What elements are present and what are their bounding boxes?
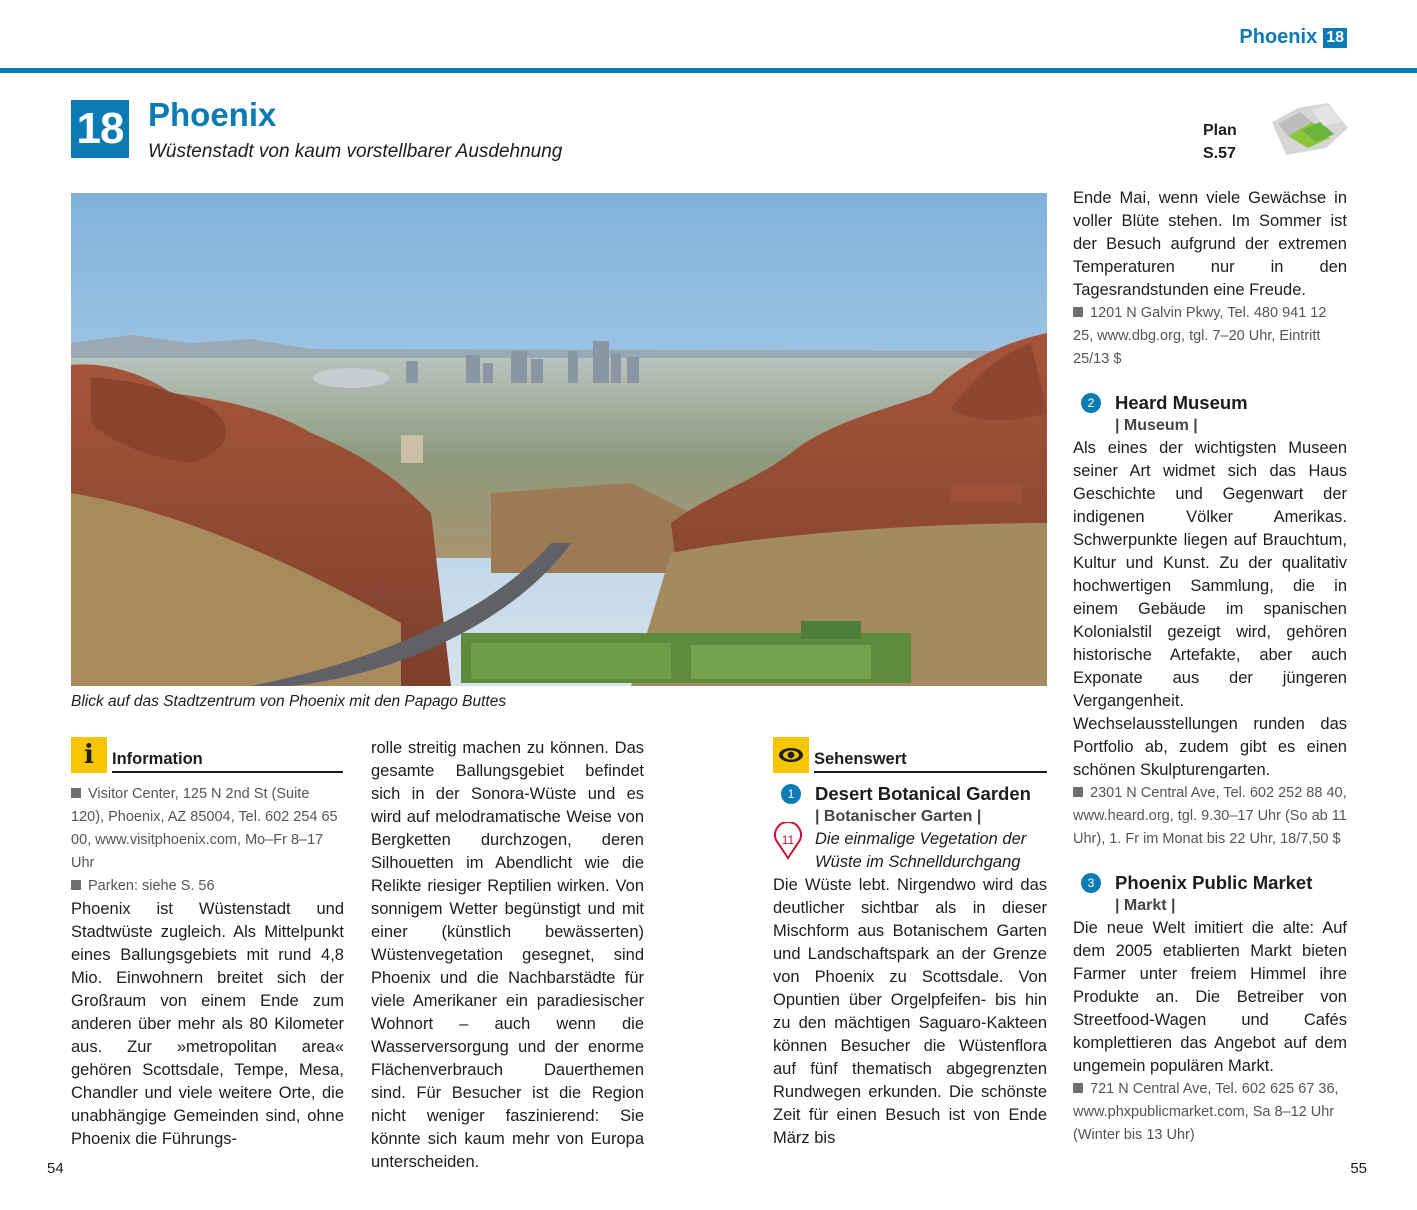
page-title: Phoenix — [148, 96, 277, 133]
body-paragraph: rolle streitig machen zu können. Das gesamte Ballungsgebiet befindet sich in der Sonora-Wüste und es wird auf melodramatische Weise von Bergketten durchzogen, deren Silhouetten im Abendlicht wie die Relikte riesiger Reptilien wirken. Von sonnigem Wetter begünstigt und mit einer (künstlich bewässerten) Wüstenvegetation gesegnet, sind Phoenix und die Nachbarstädte für viele Amerikaner ein paradiesischer Wohnort – auch wenn die Wasserversorgung und der enorme Flächenverbrauch Dauerthemen sind. Für Besucher ist die Region nicht weniger faszinierend: Sie könnte sich kaum mehr von Europa unterscheiden. — [371, 739, 644, 1171]
poi-details: 2301 N Central Ave, Tel. 602 252 88 40, www.heard.org, tgl. 9.30–17 Uhr (So ab 11 Uhr), 1. Fr im Monat bis 22 Uhr, 18/7,50 $ — [1073, 785, 1347, 847]
bullet-square-icon — [1073, 307, 1083, 317]
poi-number: 1 — [781, 784, 801, 804]
running-head — [1239, 26, 1347, 49]
page-number-left: 54 — [47, 1160, 64, 1177]
bullet-square-icon — [71, 788, 81, 798]
info-icon: i — [71, 737, 107, 773]
information-box — [71, 737, 343, 898]
poi-title: Phoenix Public Market — [1115, 872, 1313, 893]
plan-reference — [1203, 119, 1237, 165]
poi-1-continuation — [1073, 187, 1347, 302]
body-paragraph: Phoenix ist Wüstenstadt und Stadtwüste zugleich. Als Mittelpunkt eines Ballungsgebiets mit rund 4,8 Mio. Einwohnern breitet sich der Großraum von einem Ende zum anderen über mehr als 80 Kilometer aus. Zur »metropolitan area« gehören Scottsdale, Tempe, Mesa, Chandler und viele weitere Orte, die unabhängige Gemeinden sind, ohne Phoenix die Führungs- — [71, 900, 344, 1148]
tip-number: 11 — [781, 833, 795, 847]
parking-details: Parken: siehe S. 56 — [88, 878, 215, 894]
sehenswert-label: Sehenswert — [814, 750, 1047, 773]
body-column-2 — [371, 737, 644, 1174]
chapter-number: 18 — [71, 100, 129, 158]
poi-1 — [773, 782, 1047, 828]
poi-3 — [1073, 871, 1347, 917]
running-head-number: 18 — [1323, 28, 1347, 48]
poi-description: Die Wüste lebt. Nirgendwo wird das deutlicher sichtbar als in dieser Mischform aus Botanischem Garten und Landschaftspark an der Grenze von Phoenix zu Scottsdale. Von Opuntien über Orgelpfeifen- bis hin zu den mächtigen Saguaro-Kakteen können Besucher die Wüstenflora auf fünf thematisch abgegrenzten Rundwegen erkunden. Die schönste Zeit für einen Besuch ist von Ende März bis — [773, 876, 1047, 1147]
information-label: Information — [112, 750, 343, 773]
sehenswert-section — [773, 737, 1047, 1150]
poi-text — [1073, 437, 1347, 782]
eye-icon — [773, 737, 809, 773]
bullet-square-icon — [1073, 1083, 1083, 1093]
poi-title: Desert Botanical Garden — [815, 783, 1031, 804]
poi-number: 3 — [1081, 873, 1101, 893]
information-details — [71, 783, 343, 898]
plan-label: Plan — [1203, 122, 1237, 139]
city-photo — [71, 193, 1047, 686]
poi-category: | Museum | — [1115, 417, 1198, 434]
information-heading — [71, 737, 343, 773]
running-head-label: Phoenix — [1239, 26, 1318, 48]
poi-title: Heard Museum — [1115, 392, 1248, 413]
page-subtitle: Wüstenstadt von kaum vorstellbarer Ausdehnung — [148, 141, 563, 162]
header-rule — [0, 68, 1417, 73]
tip-text: Die einmalige Vegetation der Wüste im Schnelldurchgang — [815, 830, 1027, 871]
poi-details: 1201 N Galvin Pkwy, Tel. 480 941 12 25, www.dbg.org, tgl. 7–20 Uhr, Eintritt 25/13 $ — [1073, 305, 1327, 367]
visitor-center-details: Visitor Center, 125 N 2nd St (Suite 120), Phoenix, AZ 85004, Tel. 602 254 65 00, www.visitphoenix.com, Mo–Fr 8–17 Uhr — [71, 786, 338, 871]
body-column-1 — [71, 898, 344, 1151]
bullet-square-icon — [1073, 787, 1083, 797]
poi-description: Ende Mai, wenn viele Gewächse in voller Blüte stehen. Im Sommer ist der Besuch aufgrund der extremen Temperaturen nur in den Tagesrandstunden eine Freude. — [1073, 189, 1347, 299]
tip — [773, 828, 1047, 874]
sehenswert-heading — [773, 737, 1047, 773]
poi-category: | Botanischer Garten | — [815, 808, 982, 825]
map-icon — [1268, 100, 1350, 160]
poi-number: 2 — [1081, 393, 1101, 413]
poi-category: | Markt | — [1115, 897, 1176, 914]
poi-details: 721 N Central Ave, Tel. 602 625 67 36, www.phxpublicmarket.com, Sa 8–12 Uhr (Winter bis 13 Uhr) — [1073, 1081, 1339, 1143]
right-column — [1073, 187, 1347, 1147]
poi-description: Als eines der wichtigsten Museen seiner Art widmet sich das Haus Geschichte und Gegenwart der indigenen Völker Amerikas. Schwerpunkte liegen auf Brauchtum, Kultur und Kunst. Zu der qualitativ hochwertigen Sammlung, die in einem Gebäude im spanischen Kolonialstil gezeigt wird, gehören historische Artefakte, aber auch Exponate aus der jüngeren Vergangenheit. Wechselausstellungen runden das Portfolio ab, zudem gibt es einen schönen Skulpturengarten. — [1073, 439, 1347, 779]
poi-text — [773, 874, 1047, 1150]
poi-2 — [1073, 391, 1347, 437]
page-number-right: 55 — [1350, 1160, 1367, 1177]
poi-description: Die neue Welt imitiert die alte: Auf dem 2005 etablierten Markt bieten Farmer unter freiem Himmel ihre Produkte an. Die Betreiber von Streetfood-Wagen und Cafés komplettieren das Angebot auf dem ungemein populären Markt. — [1073, 919, 1347, 1075]
plan-page: S.57 — [1203, 145, 1236, 162]
poi-text — [1073, 917, 1347, 1078]
photo-caption: Blick auf das Stadtzentrum von Phoenix mit den Papago Buttes — [71, 693, 507, 710]
bullet-square-icon — [71, 880, 81, 890]
